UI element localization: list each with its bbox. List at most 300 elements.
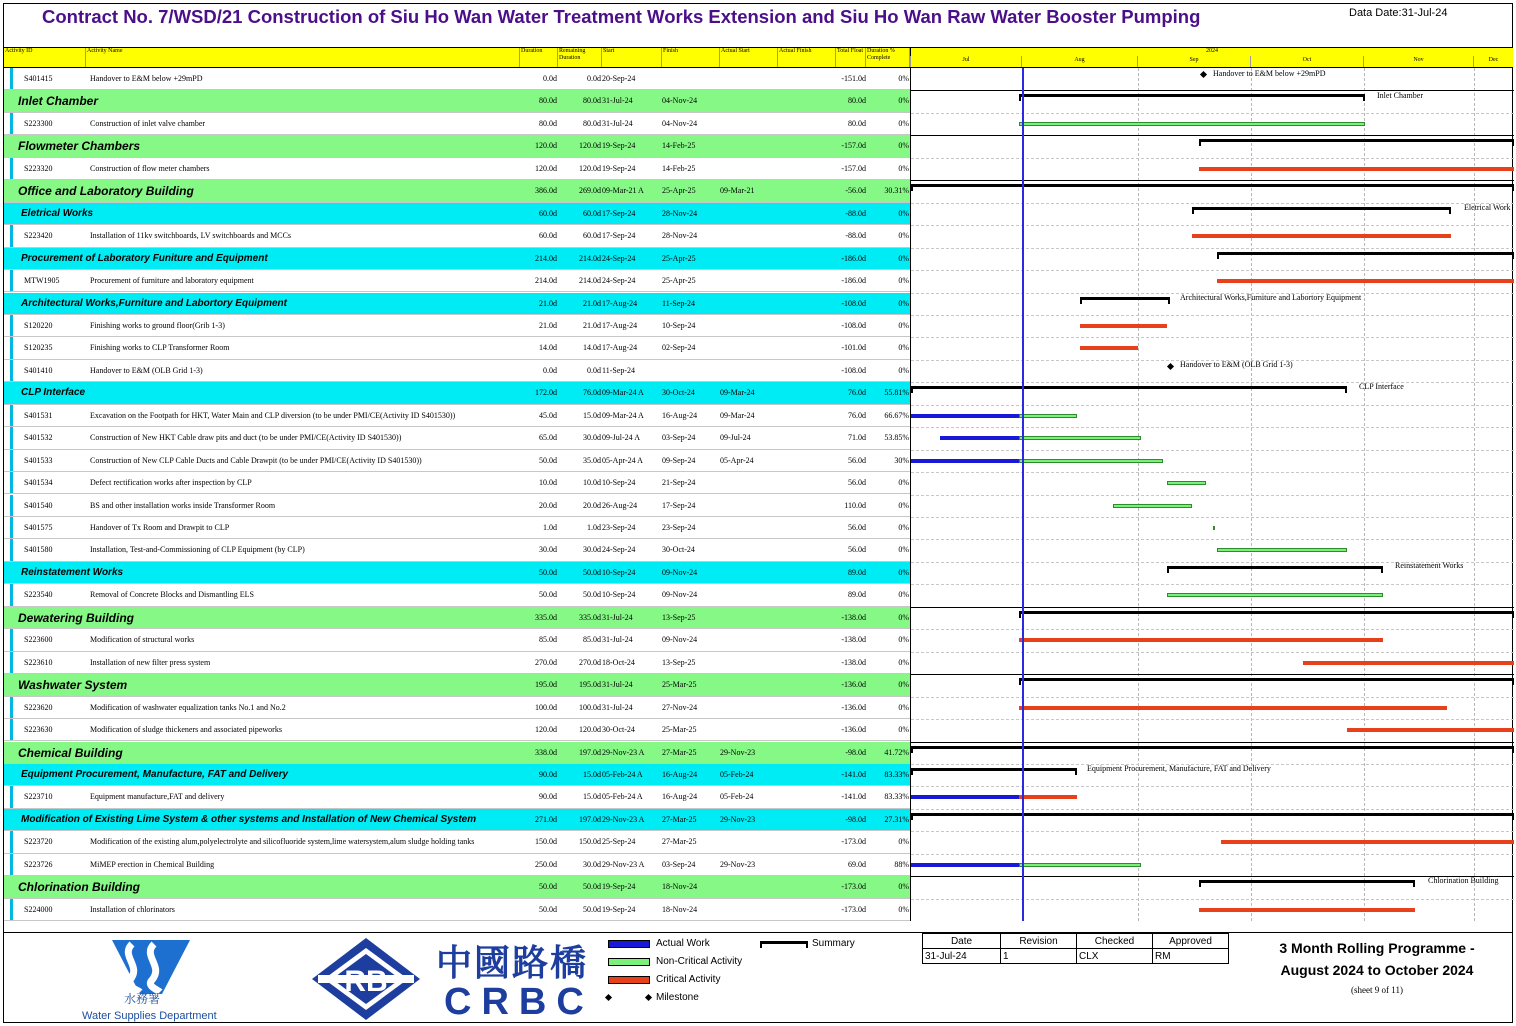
data-date-line — [1022, 68, 1024, 921]
row-indent-bar — [10, 225, 13, 246]
remaining-duration: 0.0d — [587, 74, 601, 83]
row-indent-bar — [10, 719, 13, 740]
actual-start: 29-Nov-23 — [720, 814, 756, 824]
non-critical-bar[interactable] — [1019, 414, 1077, 418]
finish-date: 27-Nov-24 — [662, 702, 698, 712]
percent-complete: 53.85% — [884, 433, 909, 443]
activity-id: S223320 — [24, 163, 53, 173]
start-date: 19-Sep-24 — [602, 904, 636, 914]
finish-date: 09-Nov-24 — [662, 567, 698, 577]
actual-start — [720, 876, 778, 897]
total-float: 56.0d — [848, 545, 866, 555]
finish-date: 25-Apr-25 — [662, 186, 696, 196]
gantt-row-separator — [911, 786, 1514, 787]
gantt-label: CLP Interface — [1359, 382, 1404, 391]
duration: 1.0d — [543, 523, 557, 532]
remaining-duration: 60.0d — [583, 231, 601, 241]
finish-date: 18-Nov-24 — [662, 882, 698, 892]
duration: 80.0d — [539, 96, 557, 106]
start-date: 31-Jul-24 — [602, 96, 633, 106]
milestone-icon[interactable] — [1200, 71, 1207, 78]
remaining-duration: 30.0d — [583, 545, 601, 555]
row-indent-bar — [10, 427, 13, 448]
document-title: Contract No. 7/WSD/21 Construction of Siu Ho Wan Water Treatment Works Extension and Siu Ho Wan Raw Water Booster Pumping — [42, 6, 1201, 27]
col-actual-finish[interactable]: Actual Finish — [778, 48, 836, 67]
gantt-label: Reinstatement Works — [1395, 561, 1464, 570]
gantt-row-separator — [911, 225, 1514, 226]
total-float: -108.0d — [841, 298, 866, 308]
duration: 214.0d — [535, 253, 557, 263]
col-remaining[interactable]: Remaining Duration — [558, 48, 602, 67]
critical-bar[interactable] — [1019, 638, 1383, 642]
legend-actual-swatch — [608, 940, 650, 948]
data-date: Data Date:31-Jul-24 — [1349, 7, 1448, 19]
activity-row[interactable] — [4, 584, 910, 606]
programme-title — [1262, 937, 1492, 981]
activity-row[interactable] — [4, 450, 910, 472]
activity-row[interactable] — [4, 899, 910, 921]
col-total-float[interactable]: Total Float — [836, 48, 866, 67]
critical-bar[interactable] — [1217, 279, 1514, 283]
start-date: 05-Feb-24 A — [602, 792, 643, 802]
col-start[interactable]: Start — [602, 48, 662, 67]
start-date: 10-Sep-24 — [602, 567, 636, 577]
start-date: 17-Aug-24 — [602, 320, 638, 330]
activity-name: Defect rectification works after inspection by CLP — [90, 478, 252, 488]
summary-bar[interactable] — [1167, 566, 1383, 569]
total-float: -88.0d — [845, 231, 866, 241]
gantt-row-separator — [911, 876, 1514, 877]
row-indent-bar — [10, 652, 13, 673]
critical-bar[interactable] — [1221, 840, 1514, 844]
start-date: 31-Jul-24 — [602, 702, 633, 712]
critical-bar[interactable] — [1080, 324, 1166, 328]
activity-row[interactable] — [4, 68, 910, 90]
summary-bar[interactable] — [1080, 297, 1170, 300]
activity-row[interactable] — [4, 719, 910, 741]
wbs-summary-row[interactable] — [4, 382, 910, 404]
critical-bar[interactable] — [1199, 167, 1514, 171]
remaining-duration: 50.0d — [583, 904, 601, 914]
percent-complete: 0% — [898, 657, 909, 667]
total-float: -136.0d — [841, 680, 866, 690]
summary-bar[interactable] — [1019, 94, 1365, 97]
activity-row[interactable] — [4, 472, 910, 494]
finish-date: 21-Sep-24 — [662, 478, 696, 488]
duration: 270.0d — [535, 657, 557, 667]
critical-bar[interactable] — [1019, 706, 1447, 710]
finish-date: 30-Oct-24 — [662, 545, 695, 555]
activity-id: S223300 — [24, 118, 53, 128]
actual-start: 29-Nov-23 — [720, 747, 756, 757]
actual-start — [720, 629, 778, 650]
critical-bar[interactable] — [1080, 346, 1138, 350]
activity-id: S401532 — [24, 433, 53, 443]
column-header-row — [4, 47, 1513, 68]
activity-id: S401410 — [24, 365, 53, 375]
summary-bar[interactable] — [911, 184, 1514, 187]
duration: 21.0d — [539, 320, 557, 330]
non-critical-bar[interactable] — [1213, 526, 1215, 530]
row-indent-bar — [10, 697, 13, 718]
wbs-summary-row[interactable] — [4, 742, 910, 764]
gantt-chart — [910, 68, 1513, 921]
activity-row[interactable] — [4, 831, 910, 853]
actual-start — [720, 472, 778, 493]
duration: 120.0d — [535, 163, 557, 173]
remaining-duration: 197.0d — [579, 814, 601, 824]
duration: 271.0d — [535, 814, 557, 824]
total-float: 56.0d — [848, 455, 866, 465]
wbs-summary-row[interactable] — [4, 607, 910, 629]
remaining-duration: 269.0d — [579, 186, 601, 196]
summary-bar[interactable] — [911, 386, 1347, 389]
finish-date: 04-Nov-24 — [662, 118, 698, 128]
remaining-duration: 197.0d — [579, 747, 601, 757]
activity-row[interactable] — [4, 539, 910, 561]
duration: 65.0d — [539, 433, 557, 443]
row-indent-bar — [10, 405, 13, 426]
actual-start — [720, 495, 778, 516]
percent-complete: 0% — [898, 74, 909, 83]
total-float: -136.0d — [841, 725, 866, 735]
approval-value: 1 — [1001, 949, 1077, 964]
activity-row[interactable] — [4, 315, 910, 337]
gantt-row-separator — [911, 742, 1514, 743]
non-critical-bar[interactable] — [1167, 481, 1207, 485]
duration: 50.0d — [539, 882, 557, 892]
gantt-label: Inlet Chamber — [1377, 91, 1423, 100]
col-duration[interactable]: Duration — [520, 48, 558, 67]
wbs-summary-row[interactable] — [4, 764, 910, 786]
actual-start — [720, 899, 778, 920]
activity-row[interactable] — [4, 427, 910, 449]
start-date: 24-Sep-24 — [602, 545, 636, 555]
timescale-month: Jul — [910, 56, 1021, 67]
total-float: -173.0d — [841, 882, 866, 892]
percent-complete: 0% — [898, 702, 909, 712]
actual-work-bar[interactable] — [911, 863, 1019, 867]
gantt-row-separator — [911, 809, 1514, 810]
percent-complete: 0% — [898, 208, 909, 218]
total-float: 76.0d — [848, 388, 866, 398]
row-indent-bar — [10, 472, 13, 493]
crbc-badge-text: RB — [344, 965, 388, 998]
actual-start — [720, 135, 778, 156]
timescale-month: Sep — [1137, 56, 1250, 67]
crbc-english-name: CRBC — [444, 981, 594, 1023]
non-critical-bar[interactable] — [1019, 459, 1163, 463]
wbs-summary-row[interactable] — [4, 203, 910, 225]
remaining-duration: 15.0d — [583, 792, 601, 802]
percent-complete: 27.31% — [884, 814, 909, 824]
crbc-chinese-name: 中國路橋 — [436, 943, 589, 984]
duration: 50.0d — [539, 904, 557, 914]
summary-bar[interactable] — [1019, 678, 1514, 681]
activity-name: Construction of New CLP Cable Ducts and Cable Drawpit (to be under PMI/CE(Activity ID S401530)) — [90, 455, 422, 465]
total-float: -136.0d — [841, 702, 866, 712]
wbs-summary-row[interactable] — [4, 674, 910, 696]
activity-row[interactable] — [4, 113, 910, 135]
start-date: 19-Sep-24 — [602, 141, 636, 151]
start-date: 30-Oct-24 — [602, 725, 635, 735]
total-float: 80.0d — [848, 96, 866, 106]
actual-work-bar[interactable] — [911, 459, 1019, 463]
summary-bar[interactable] — [911, 813, 1514, 816]
critical-bar[interactable] — [1019, 795, 1077, 799]
percent-complete: 0% — [898, 500, 909, 510]
col-activity-id[interactable]: Activity ID — [4, 48, 86, 67]
percent-complete: 0% — [898, 276, 909, 286]
col-actual-start[interactable]: Actual Start — [720, 48, 778, 67]
total-float: -88.0d — [845, 208, 866, 218]
percent-complete: 0% — [898, 680, 909, 690]
activity-name: Handover of Tx Room and Drawpit to CLP — [90, 523, 230, 532]
summary-bar[interactable] — [1199, 139, 1514, 142]
gantt-label: Equipment Procurement, Manufacture, FAT and Delivery — [1087, 764, 1271, 773]
actual-start — [720, 652, 778, 673]
activity-id: S120235 — [24, 343, 53, 353]
percent-complete: 30% — [894, 455, 909, 465]
wbs-name: Chlorination Building — [18, 880, 140, 895]
activity-name: Construction of New HKT Cable draw pits and duct (to be under PMI/CE(Activity ID S401530)) — [90, 433, 402, 443]
activity-id: S223600 — [24, 635, 53, 645]
total-float: -56.0d — [845, 186, 866, 196]
remaining-duration: 120.0d — [579, 725, 601, 735]
activity-row[interactable] — [4, 786, 910, 808]
finish-date: 23-Sep-24 — [662, 523, 696, 532]
duration: 90.0d — [539, 769, 557, 779]
start-date: 09-Mar-21 A — [602, 186, 644, 196]
activity-name: Installation of 11kv switchboards, LV switchboards and MCCs — [90, 231, 292, 241]
start-date: 29-Nov-23 A — [602, 859, 645, 869]
percent-complete: 0% — [898, 141, 909, 151]
total-float: -186.0d — [841, 276, 866, 286]
remaining-duration: 120.0d — [579, 163, 601, 173]
activity-name: Finishing works to CLP Transformer Room — [90, 343, 230, 353]
critical-bar[interactable] — [1303, 661, 1514, 665]
actual-start — [720, 203, 778, 224]
activity-row[interactable] — [4, 629, 910, 651]
col-activity-name[interactable]: Activity Name — [86, 48, 520, 67]
start-date: 17-Sep-24 — [602, 231, 636, 241]
activity-id: S401533 — [24, 455, 53, 465]
start-date: 24-Sep-24 — [602, 276, 636, 286]
actual-start — [720, 315, 778, 336]
duration: 30.0d — [539, 545, 557, 555]
start-date: 09-Mar-24 A — [602, 410, 644, 420]
remaining-duration: 14.0d — [583, 343, 601, 353]
activity-row[interactable] — [4, 495, 910, 517]
actual-start — [720, 517, 778, 538]
critical-bar[interactable] — [1199, 908, 1415, 912]
footer — [4, 932, 1513, 1023]
programme-title-line2: August 2024 to October 2024 — [1280, 962, 1474, 978]
non-critical-bar[interactable] — [1167, 593, 1383, 597]
remaining-duration: 50.0d — [583, 882, 601, 892]
finish-date: 25-Mar-25 — [662, 725, 697, 735]
activity-row[interactable] — [4, 854, 910, 876]
total-float: -108.0d — [841, 365, 866, 375]
wbs-name: CLP Interface — [21, 387, 86, 399]
gantt-row-separator — [911, 674, 1514, 675]
percent-complete: 0% — [898, 118, 909, 128]
sheet-number: (sheet 9 of 11) — [1351, 985, 1403, 995]
summary-bar[interactable] — [1192, 207, 1451, 210]
summary-bar[interactable] — [1199, 880, 1415, 883]
finish-date: 28-Nov-24 — [662, 231, 698, 241]
percent-complete: 0% — [898, 725, 909, 735]
duration: 45.0d — [539, 410, 557, 420]
actual-work-bar[interactable] — [911, 795, 1019, 799]
duration: 172.0d — [535, 388, 557, 398]
summary-bar[interactable] — [1217, 252, 1514, 255]
remaining-duration: 214.0d — [579, 276, 601, 286]
non-critical-bar[interactable] — [1019, 122, 1365, 126]
actual-start — [720, 607, 778, 628]
crbc-logo-icon — [310, 936, 422, 1022]
summary-bar[interactable] — [911, 746, 1514, 749]
duration: 21.0d — [539, 298, 557, 308]
row-indent-bar — [10, 517, 13, 538]
start-date: 11-Sep-24 — [602, 365, 636, 375]
activity-id: S223620 — [24, 702, 53, 712]
non-critical-bar[interactable] — [1019, 436, 1141, 440]
actual-work-bar[interactable] — [911, 414, 1019, 418]
critical-bar[interactable] — [1192, 234, 1451, 238]
percent-complete: 0% — [898, 343, 909, 353]
percent-complete: 0% — [898, 478, 909, 488]
activity-row[interactable] — [4, 270, 910, 292]
finish-date: 09-Sep-24 — [662, 455, 696, 465]
gantt-label: Architectural Works,Furniture and Labortory Equipment — [1180, 293, 1362, 302]
activity-name: Modification of sludge thickeners and associated pipeworks — [90, 725, 282, 735]
duration: 214.0d — [535, 276, 557, 286]
total-float: 80.0d — [848, 118, 866, 128]
finish-date: 25-Mar-25 — [662, 680, 697, 690]
actual-start — [720, 248, 778, 269]
wbs-summary-row[interactable] — [4, 180, 910, 202]
percent-complete: 0% — [898, 904, 909, 914]
approval-table — [922, 933, 1229, 964]
total-float: -138.0d — [841, 657, 866, 667]
start-date: 23-Sep-24 — [602, 523, 636, 532]
finish-date: 27-Mar-25 — [662, 747, 697, 757]
wbs-summary-row[interactable] — [4, 809, 910, 831]
total-float: -173.0d — [841, 837, 866, 847]
activity-id: S223710 — [24, 792, 53, 802]
wsd-english-name: Water Supplies Department — [82, 1010, 217, 1022]
finish-date: 14-Feb-25 — [662, 141, 696, 151]
activity-row[interactable] — [4, 517, 910, 539]
non-critical-bar[interactable] — [1217, 548, 1347, 552]
wbs-summary-row[interactable] — [4, 90, 910, 112]
finish-date: 02-Sep-24 — [662, 343, 696, 353]
wbs-name: Office and Laboratory Building — [18, 184, 194, 199]
activity-id: S401534 — [24, 478, 53, 488]
finish-date: 03-Sep-24 — [662, 433, 696, 443]
activity-row[interactable] — [4, 225, 910, 247]
start-date: 31-Jul-24 — [602, 635, 633, 645]
non-critical-bar[interactable] — [1019, 863, 1141, 867]
gantt-row-separator — [911, 629, 1514, 630]
gantt-row-separator — [911, 607, 1514, 608]
percent-complete: 0% — [898, 96, 909, 106]
summary-bar[interactable] — [911, 768, 1077, 771]
activity-row[interactable] — [4, 652, 910, 674]
activity-row[interactable] — [4, 697, 910, 719]
activity-row[interactable] — [4, 360, 910, 382]
start-date: 20-Sep-24 — [602, 74, 636, 83]
wbs-name: Reinstatement Works — [21, 566, 124, 578]
actual-start — [720, 360, 778, 381]
gantt-label: Handover to E&M (OLB Grid 1-3) — [1180, 360, 1293, 369]
milestone-icon[interactable] — [1167, 363, 1174, 370]
actual-start: 09-Mar-24 — [720, 388, 755, 398]
wbs-name: Modification of Existing Lime System & other systems and Installation of New Chemical System — [21, 813, 477, 825]
wsd-chinese-name: 水務署 — [124, 992, 161, 1006]
critical-bar[interactable] — [1347, 728, 1514, 732]
wbs-summary-row[interactable] — [4, 562, 910, 584]
duration: 338.0d — [535, 747, 557, 757]
activity-id: S223726 — [24, 859, 53, 869]
total-float: 56.0d — [848, 478, 866, 488]
percent-complete: 88% — [894, 859, 909, 869]
wbs-name: Architectural Works,Furniture and Labortory Equipment — [21, 297, 287, 309]
finish-date: 17-Sep-24 — [662, 500, 696, 510]
activity-id: S223720 — [24, 837, 53, 847]
remaining-duration: 1.0d — [587, 523, 601, 532]
remaining-duration: 335.0d — [579, 612, 601, 622]
remaining-duration: 30.0d — [583, 433, 601, 443]
approval-header: Date — [923, 934, 1001, 949]
actual-start — [720, 337, 778, 358]
activity-row[interactable] — [4, 405, 910, 427]
row-indent-bar — [10, 539, 13, 560]
wbs-name: Dewatering Building — [18, 610, 135, 625]
non-critical-bar[interactable] — [1113, 504, 1192, 508]
duration: 250.0d — [535, 859, 557, 869]
remaining-duration: 60.0d — [583, 208, 601, 218]
summary-bar[interactable] — [1019, 611, 1514, 614]
wbs-summary-row[interactable] — [4, 135, 910, 157]
duration: 50.0d — [539, 567, 557, 577]
start-date: 31-Jul-24 — [602, 612, 633, 622]
activity-id: S401540 — [24, 500, 53, 510]
activity-name: Procurement of furniture and laboratory equipment — [90, 276, 254, 286]
actual-work-bar[interactable] — [940, 436, 1019, 440]
wbs-summary-row[interactable] — [4, 876, 910, 898]
activity-row[interactable] — [4, 337, 910, 359]
gantt-row-separator — [911, 472, 1514, 473]
wbs-summary-row[interactable] — [4, 293, 910, 315]
col-finish[interactable]: Finish — [662, 48, 720, 67]
col-pct-complete[interactable]: Duration % Complete — [866, 48, 910, 67]
total-float: -108.0d — [841, 320, 866, 330]
approval-value: CLX — [1077, 949, 1153, 964]
gantt-label: Handover to E&M below +29mPD — [1213, 69, 1326, 78]
row-indent-bar — [10, 270, 13, 291]
row-indent-bar — [10, 158, 13, 179]
activity-row[interactable] — [4, 158, 910, 180]
finish-date: 09-Nov-24 — [662, 635, 698, 645]
actual-start — [720, 674, 778, 695]
activity-name: Modification of the existing alum,polyelectrolyte and silicofluoride system,lime watersystem,alum sludge holding tanks — [90, 837, 475, 847]
wbs-summary-row[interactable] — [4, 248, 910, 270]
remaining-duration: 80.0d — [583, 118, 601, 128]
remaining-duration: 30.0d — [583, 859, 601, 869]
gantt-row-separator — [911, 270, 1514, 271]
